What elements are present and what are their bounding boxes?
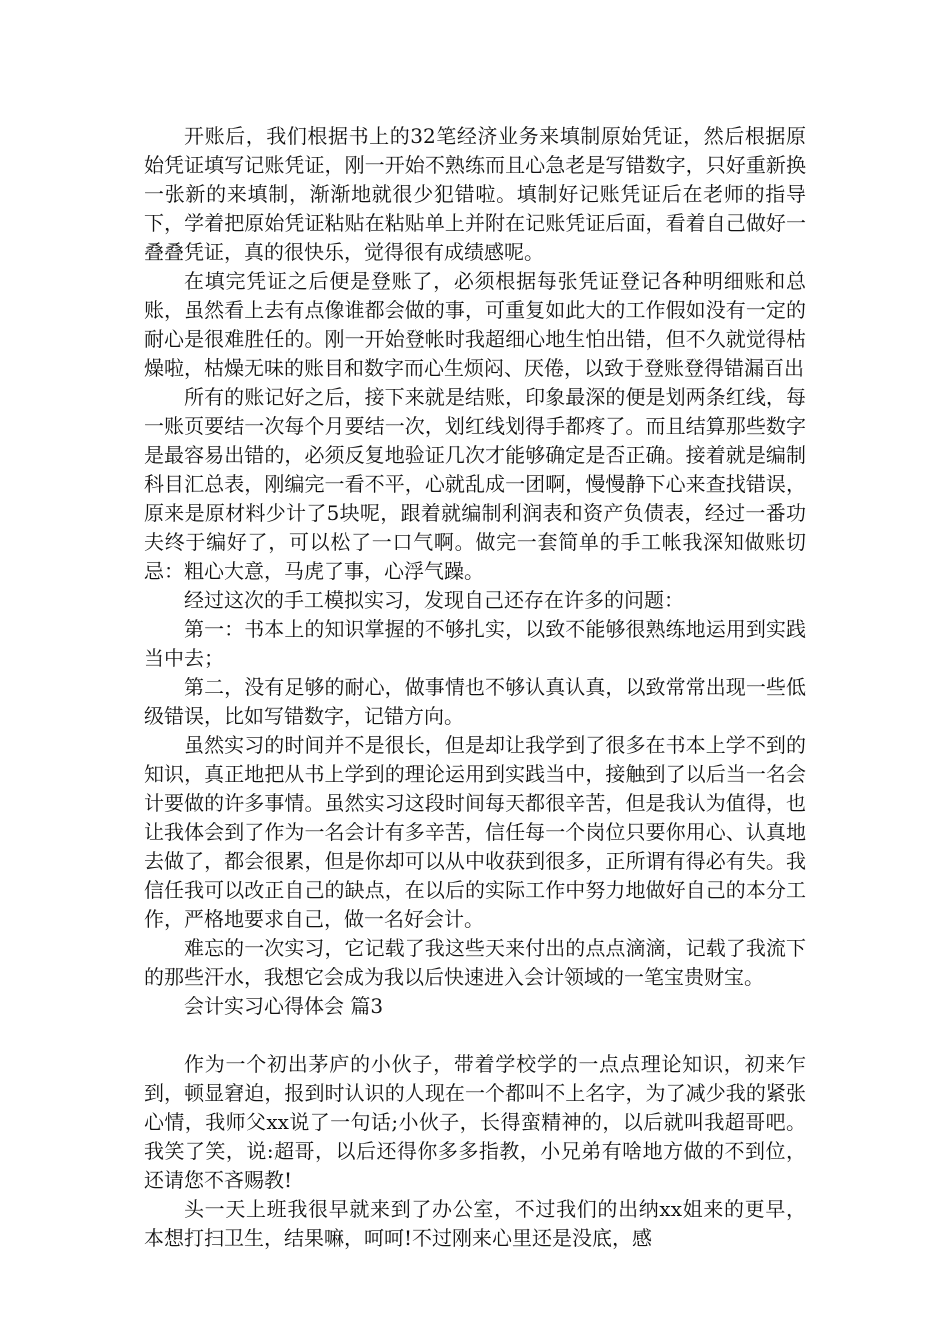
paragraph: 第二，没有足够的耐心，做事情也不够认真认真，以致常常出现一些低级错误，比如写错数字，记错方向。	[144, 675, 806, 728]
paragraph: 作为一个初出茅庐的小伙子，带着学校学的一点点理论知识，初来乍到，顿显窘迫，报到时认识的人现在一个都叫不上名字，为了减少我的紧张心情，我师父xx说了一句话;小伙子，长得蛮精神的，以后就叫我超哥吧。我笑了笑，说:超哥，以后还得你多多指教，小兄弟有啥地方做的不到位，还请您不吝赐教!	[144, 1052, 806, 1192]
blank-line	[144, 1021, 806, 1050]
paragraph: 头一天上班我很早就来到了办公室，不过我们的出纳xx姐来的更早，本想打扫卫生，结果嘛，呵呵!不过刚来心里还是没底，感	[144, 1197, 806, 1250]
document-page	[144, 122, 806, 1253]
paragraph: 虽然实习的时间并不是很长，但是却让我学到了很多在书本上学不到的知识，真正地把从书上学到的理论运用到实践当中，接触到了以后当一名会计要做的许多事情。虽然实习这段时间每天都很辛苦，但是我认为值得，也让我体会到了作为一名会计有多辛苦，信任每一个岗位只要你用心、认真地去做了，都会很累，但是你却可以从中收获到很多，正所谓有得必有失。我信任我可以改正自己的缺点，在以后的实际工作中努力地做好自己的本分工作，严格地要求自己，做一名好会计。	[144, 733, 806, 931]
section-heading: 会计实习心得体会 篇3	[184, 994, 384, 1018]
paragraph: 难忘的一次实习，它记载了我这些天来付出的点点滴滴，记载了我流下的那些汗水，我想它会成为我以后快速进入会计领域的一笔宝贵财宝。	[144, 936, 806, 989]
paragraph: 经过这次的手工模拟实习，发现自己还存在许多的问题：	[184, 588, 684, 612]
paragraph: 开账后，我们根据书上的32笔经济业务来填制原始凭证，然后根据原始凭证填写记账凭证，刚一开始不熟练而且心急老是写错数字，只好重新换一张新的来填制，渐渐地就很少犯错啦。填制好记账凭证后在老师的指导下，学着把原始凭证粘贴在粘贴单上并附在记账凭证后面，看着自己做好一叠叠凭证，真的很快乐，觉得很有成绩感呢。	[144, 124, 806, 264]
paragraph: 在填完凭证之后便是登账了，必须根据每张凭证登记各种明细账和总账，虽然看上去有点像谁都会做的事，可重复如此大的工作假如没有一定的耐心是很难胜任的。刚一开始登帐时我超细心地生怕出错，但不久就觉得枯燥啦，枯燥无味的账目和数字而心生烦闷、厌倦，以致于登账登得错漏百出	[144, 269, 806, 380]
paragraph: 第一：书本上的知识掌握的不够扎实，以致不能够很熟练地运用到实践当中去；	[144, 617, 806, 670]
paragraph: 所有的账记好之后，接下来就是结账，印象最深的便是划两条红线，每一账页要结一次每个月要结一次，划红线划得手都疼了。而且结算那些数字是最容易出错的，必须反复地验证几次才能够确定是否正确。接着就是编制科目汇总表，刚编完一看不平，心就乱成一团啊，慢慢静下心来查找错误，原来是原材料少计了5块呢，跟着就编制利润表和资产负债表，经过一番功夫终于编好了，可以松了一口气啊。做完一套简单的手工帐我深知做账切忌：粗心大意，马虎了事，心浮气躁。	[144, 385, 806, 583]
